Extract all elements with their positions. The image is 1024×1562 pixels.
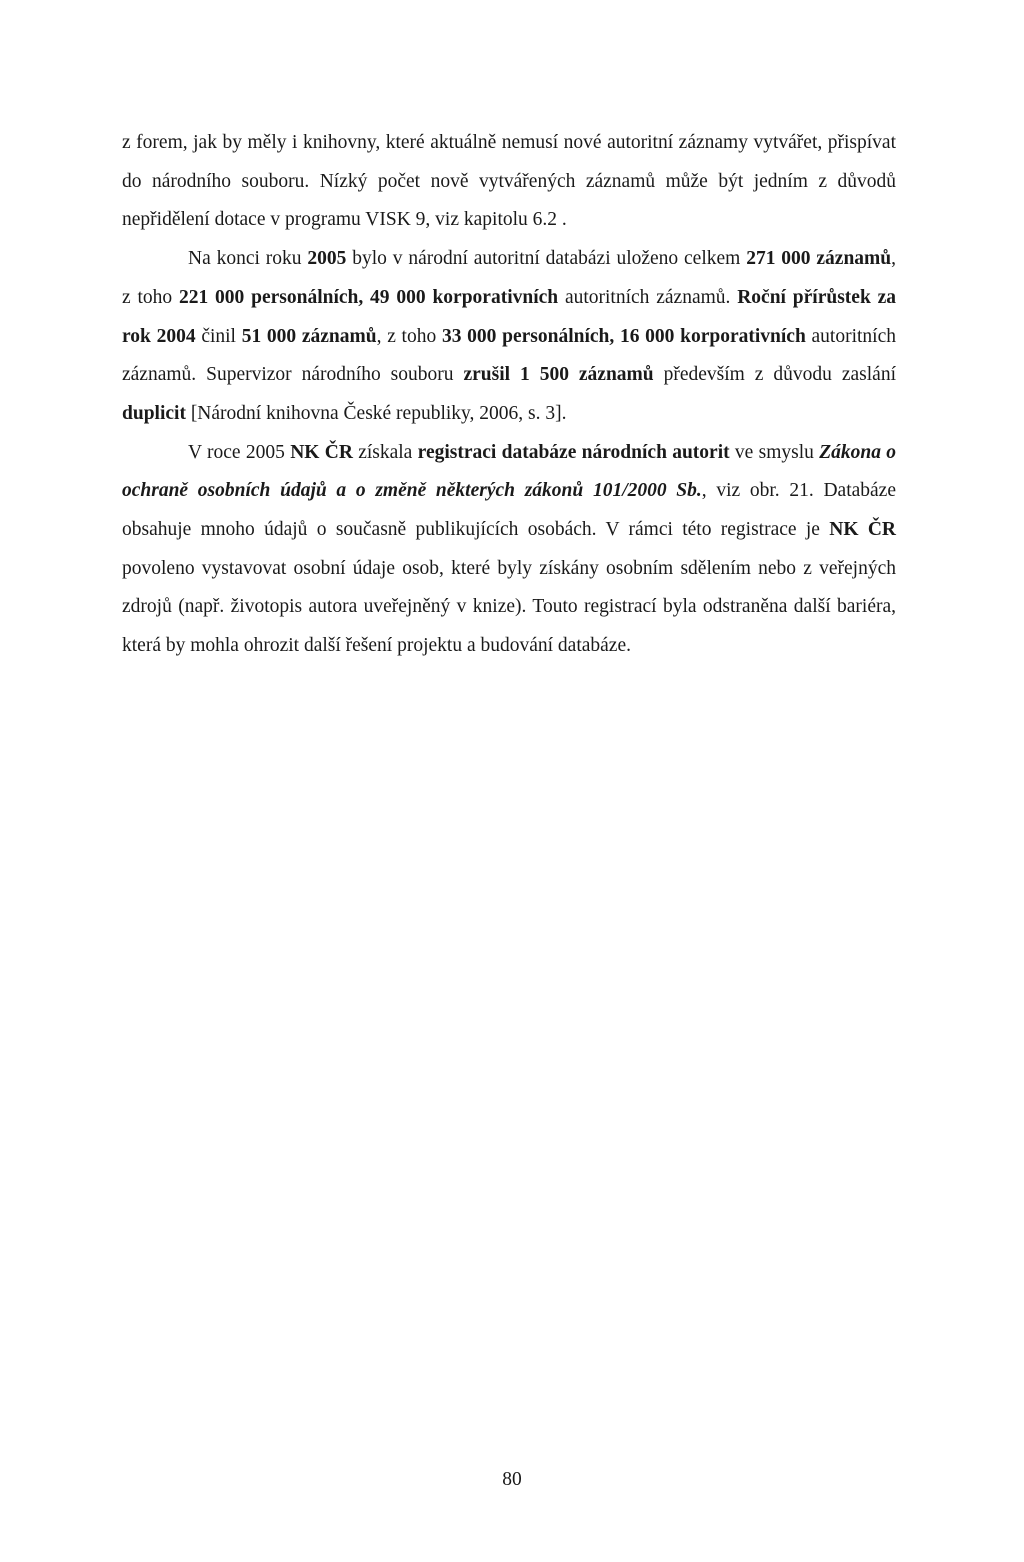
p2-text: autoritních záznamů. Supervizor národního souboru bbox=[122, 325, 896, 386]
p2-text: především z důvodu zaslání bbox=[653, 364, 897, 386]
p3-institution: NK ČR bbox=[290, 441, 353, 463]
p2-text: , z toho bbox=[376, 325, 442, 347]
p2-text: , z toho bbox=[122, 248, 897, 308]
body-text bbox=[122, 124, 896, 666]
p3-text: povoleno vystavovat osobní údaje osob, které byly získány osobním sdělením nebo z veřejných zdrojů (např. životopis autora uveřejněný v knize). Touto registrací byla odstraněna další bariéra, která by mohla ohrozit další řešení projektu a budování databáze. bbox=[122, 557, 896, 657]
p2-increase-count: 51 000 záznamů bbox=[241, 325, 377, 347]
p2-record-breakdown: 221 000 personálních, 49 000 korporativních bbox=[178, 286, 559, 308]
paragraph-3 bbox=[122, 434, 896, 666]
p2-total-records: 271 000 záznamů bbox=[746, 248, 892, 270]
p1-text: z forem, jak by měly i knihovny, které aktuálně nemusí nové autoritní záznamy vytvářet, přispívat do národního souboru. Nízký počet nově vytvářených záznamů může být jedním z důvodů nepřidělení dotace v programu VISK 9, viz kapitolu 6.2 . bbox=[122, 132, 896, 231]
p3-institution: NK ČR bbox=[829, 519, 896, 541]
p3-text: V roce 2005 bbox=[188, 441, 291, 463]
p2-text: bylo v národní autoritní databázi uloženo celkem bbox=[346, 248, 747, 270]
p2-deleted-records: zrušil 1 500 záznamů bbox=[463, 364, 654, 386]
paragraph-1 bbox=[122, 124, 896, 240]
paragraph-2 bbox=[122, 240, 896, 434]
p3-registration: registraci databáze národních autorit bbox=[417, 441, 730, 463]
p2-text: Na konci roku bbox=[188, 248, 308, 270]
p2-annual-increase: Roční přírůstek za rok 2004 bbox=[122, 286, 897, 347]
page-number: 80 bbox=[502, 1469, 522, 1490]
p3-text: ve smyslu bbox=[729, 441, 820, 463]
p2-increase-breakdown: 33 000 personálních, 16 000 korporativních bbox=[441, 325, 806, 347]
p2-year: 2005 bbox=[307, 248, 347, 270]
p3-law-title: Zákona o ochraně osobních údajů a o změně některých zákonů 101/2000 Sb. bbox=[122, 441, 896, 502]
p2-duplicates: duplicit bbox=[122, 402, 186, 424]
p3-text: získala bbox=[352, 441, 418, 463]
p2-text: činil bbox=[195, 325, 242, 347]
p3-text: , viz obr. 21. Databáze obsahuje mnoho údajů o současně publikujících osobách. V rámci této registrace je bbox=[122, 480, 896, 541]
p2-citation: [Národní knihovna České republiky, 2006, s. 3]. bbox=[185, 402, 567, 424]
p2-text: autoritních záznamů. bbox=[558, 286, 738, 308]
